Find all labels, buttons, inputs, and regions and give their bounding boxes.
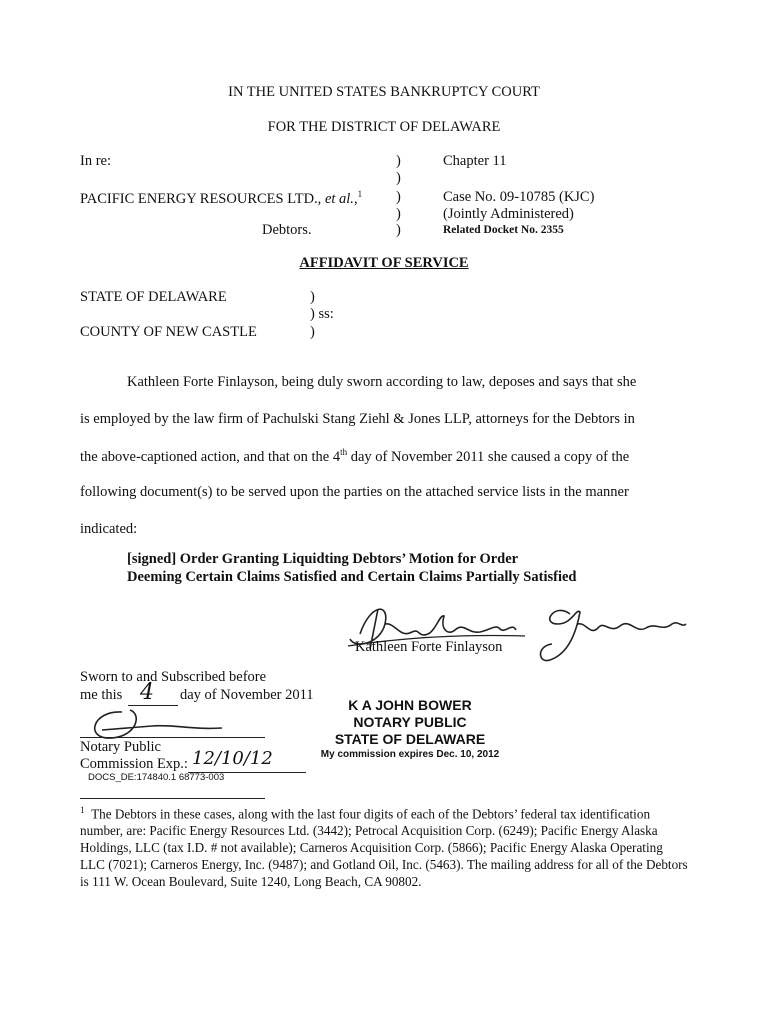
chapter-number: Chapter 11 xyxy=(443,153,507,169)
district-heading: FOR THE DISTRICT OF DELAWARE xyxy=(267,119,501,135)
affidavit-title: AFFIDAVIT OF SERVICE xyxy=(299,255,469,271)
case-number: Case No. 09-10785 (KJC) xyxy=(443,189,595,205)
caption-paren: ) xyxy=(396,153,401,169)
body-line-5: indicated: xyxy=(80,521,138,537)
caption-paren: ) xyxy=(396,206,401,222)
caption-paren: ) xyxy=(396,189,401,205)
sworn-statement: Sworn to and Subscribed before xyxy=(80,669,267,685)
footnote-mark: 1 xyxy=(80,805,85,815)
served-document-line-2: Deeming Certain Claims Satisfied and Certain Claims Partially Satisfied xyxy=(127,569,577,585)
debtor-name: PACIFIC ENERGY RESOURCES LTD., et al.,$^1$ xyxy=(80,189,363,207)
in-re-label: In re: xyxy=(80,153,111,169)
notary-stamp-expires: My commission expires Dec. 10, 2012 xyxy=(320,749,500,760)
venue-state: STATE OF DELAWARE xyxy=(80,289,227,305)
caption-paren: ) xyxy=(396,222,401,238)
jurat-day-of: day of November 2011 xyxy=(180,687,314,703)
body-line-2: is employed by the law firm of Pachulski Stang Ziehl & Jones LLP, attorneys for the Debtors in xyxy=(80,411,635,427)
notary-stamp-title: NOTARY PUBLIC xyxy=(353,714,467,730)
venue-ss: ) ss: xyxy=(310,306,334,322)
related-docket: Related Docket No. 2355 xyxy=(443,224,564,236)
caption-paren: ) xyxy=(396,170,401,186)
notary-stamp-name: K A JOHN BOWER xyxy=(348,697,472,713)
debtors-label: Debtors. xyxy=(262,222,312,238)
notary-signature-line xyxy=(80,737,265,738)
signatory-printed-name: Kathleen Forte Finlayson xyxy=(355,639,503,655)
notary-public-label: Notary Public xyxy=(80,739,161,755)
notary-signature xyxy=(82,704,272,744)
commission-label: Commission Exp.: xyxy=(80,756,188,772)
footnote xyxy=(80,802,690,890)
handwritten-commission-date: 12/10/12 xyxy=(192,748,273,769)
body-line-3: the above-captioned action, and that on the 4th day of November 2011 she caused a copy of the xyxy=(80,447,630,465)
handwritten-day: 4 xyxy=(140,680,154,705)
body-line-4: following document(s) to be served upon the parties on the attached service lists in the manner xyxy=(80,484,629,500)
footnote-ref: 1 xyxy=(357,189,363,199)
jointly-administered: (Jointly Administered) xyxy=(443,206,574,222)
venue-paren: ) xyxy=(310,324,315,340)
docs-reference: DOCS_DE:174840.1 68773-003 xyxy=(88,772,225,783)
venue-paren: ) xyxy=(310,289,315,305)
notary-stamp-state: STATE OF DELAWARE xyxy=(334,731,486,747)
court-heading: IN THE UNITED STATES BANKRUPTCY COURT xyxy=(228,84,540,100)
jurat-me-this: me this xyxy=(80,687,123,703)
served-document-line-1: [signed] Order Granting Liquidting Debtors’ Motion for Order xyxy=(127,551,519,567)
footnote-text: The Debtors in these cases, along with the last four digits of each of the Debtors’ federal tax identification number, are: Pacific Energy Resources Ltd. (3442); Petrocal Acquisition Corp. (6249); Pacific Energy Alaska Holdings, LLC (tax I.D. # not available); Carneros Acquisition Corp. (5866); Pacific Energy Alaska Operating LLC (7021); Carneros Energy, Inc. (9487); and Gotland Oil, Inc. (5463). The mailing address for all of the Debtors is 111 W. Ocean Boulevard, Suite 1240, Long Beach, CA 90802. xyxy=(80,806,688,890)
venue-county: COUNTY OF NEW CASTLE xyxy=(80,324,257,340)
footnote-separator xyxy=(80,798,265,799)
body-line-1: Kathleen Forte Finlayson, being duly sworn according to law, deposes and says that she xyxy=(127,374,637,390)
